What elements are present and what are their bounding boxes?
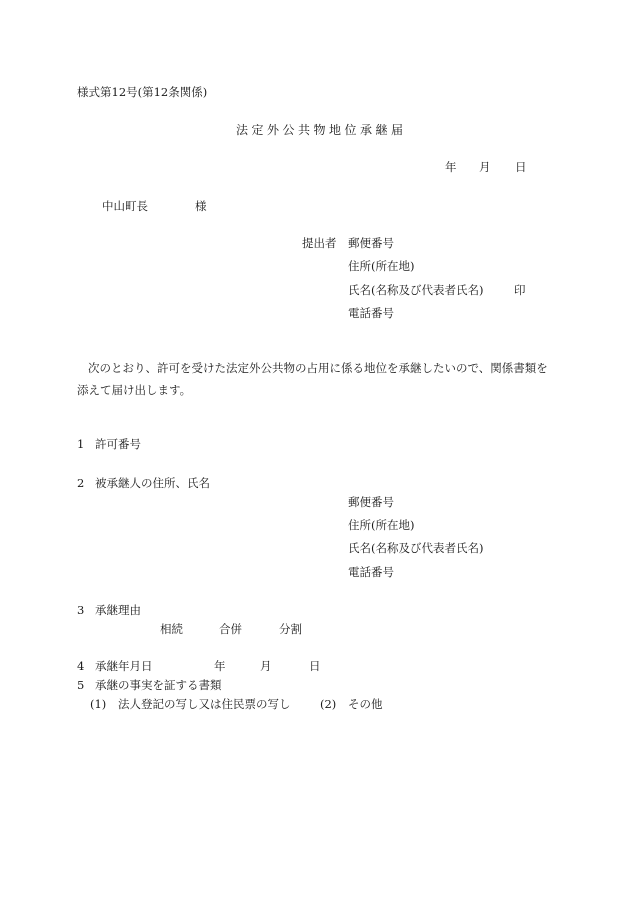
addressee-honorific: 様 <box>195 199 207 213</box>
item-2-name: 氏名(名称及び代表者氏名) <box>348 541 484 555</box>
item-5-option-1: 法人登記の写し又は住民票の写し <box>118 697 291 711</box>
body-text: 次のとおり、許可を受けた法定外公共物の占用に係る地位を承継したいので、関係書類を添えて届け出します。 <box>77 361 548 397</box>
item-2-number: 2 <box>77 476 85 490</box>
submitter-postal: 郵便番号 <box>348 236 394 250</box>
item-1-label: 許可番号 <box>95 437 141 451</box>
date-year: 年 <box>445 160 457 174</box>
item-5-option-1-number: (1) <box>90 697 107 711</box>
item-4-year: 年 <box>214 659 226 673</box>
item-3-option-split: 分割 <box>279 622 302 636</box>
submitter-label: 提出者 <box>302 236 337 250</box>
addressee-name: 中山町長 <box>102 199 148 213</box>
item-3-label: 承継理由 <box>95 603 141 617</box>
item-2-phone: 電話番号 <box>348 565 394 579</box>
item-5-label: 承継の事実を証する書類 <box>95 678 222 692</box>
submitter-seal: 印 <box>514 283 526 297</box>
item-2-address: 住所(所在地) <box>348 518 415 532</box>
item-4-number: 4 <box>77 659 85 673</box>
item-1-number: 1 <box>77 437 85 451</box>
item-2-postal: 郵便番号 <box>348 495 394 509</box>
item-5-option-2-number: (2) <box>320 697 337 711</box>
date-month: 月 <box>479 160 491 174</box>
date-day: 日 <box>515 160 527 174</box>
item-4-day: 日 <box>309 659 321 673</box>
form-number: 様式第12号(第12条関係) <box>77 85 208 99</box>
form-title: 法定外公共物地位承継届 <box>236 123 407 137</box>
submitter-phone: 電話番号 <box>348 306 394 320</box>
item-3-option-inheritance: 相続 <box>160 622 183 636</box>
item-4-label: 承継年月日 <box>95 659 153 673</box>
item-3-option-merger: 合併 <box>219 622 242 636</box>
item-2-label: 被承継人の住所、氏名 <box>95 476 210 490</box>
item-5-number: 5 <box>77 678 85 692</box>
item-5-option-2: その他 <box>348 697 383 711</box>
item-3-number: 3 <box>77 603 85 617</box>
submitter-address: 住所(所在地) <box>348 259 415 273</box>
submitter-name: 氏名(名称及び代表者氏名) <box>348 283 484 297</box>
item-4-month: 月 <box>260 659 272 673</box>
